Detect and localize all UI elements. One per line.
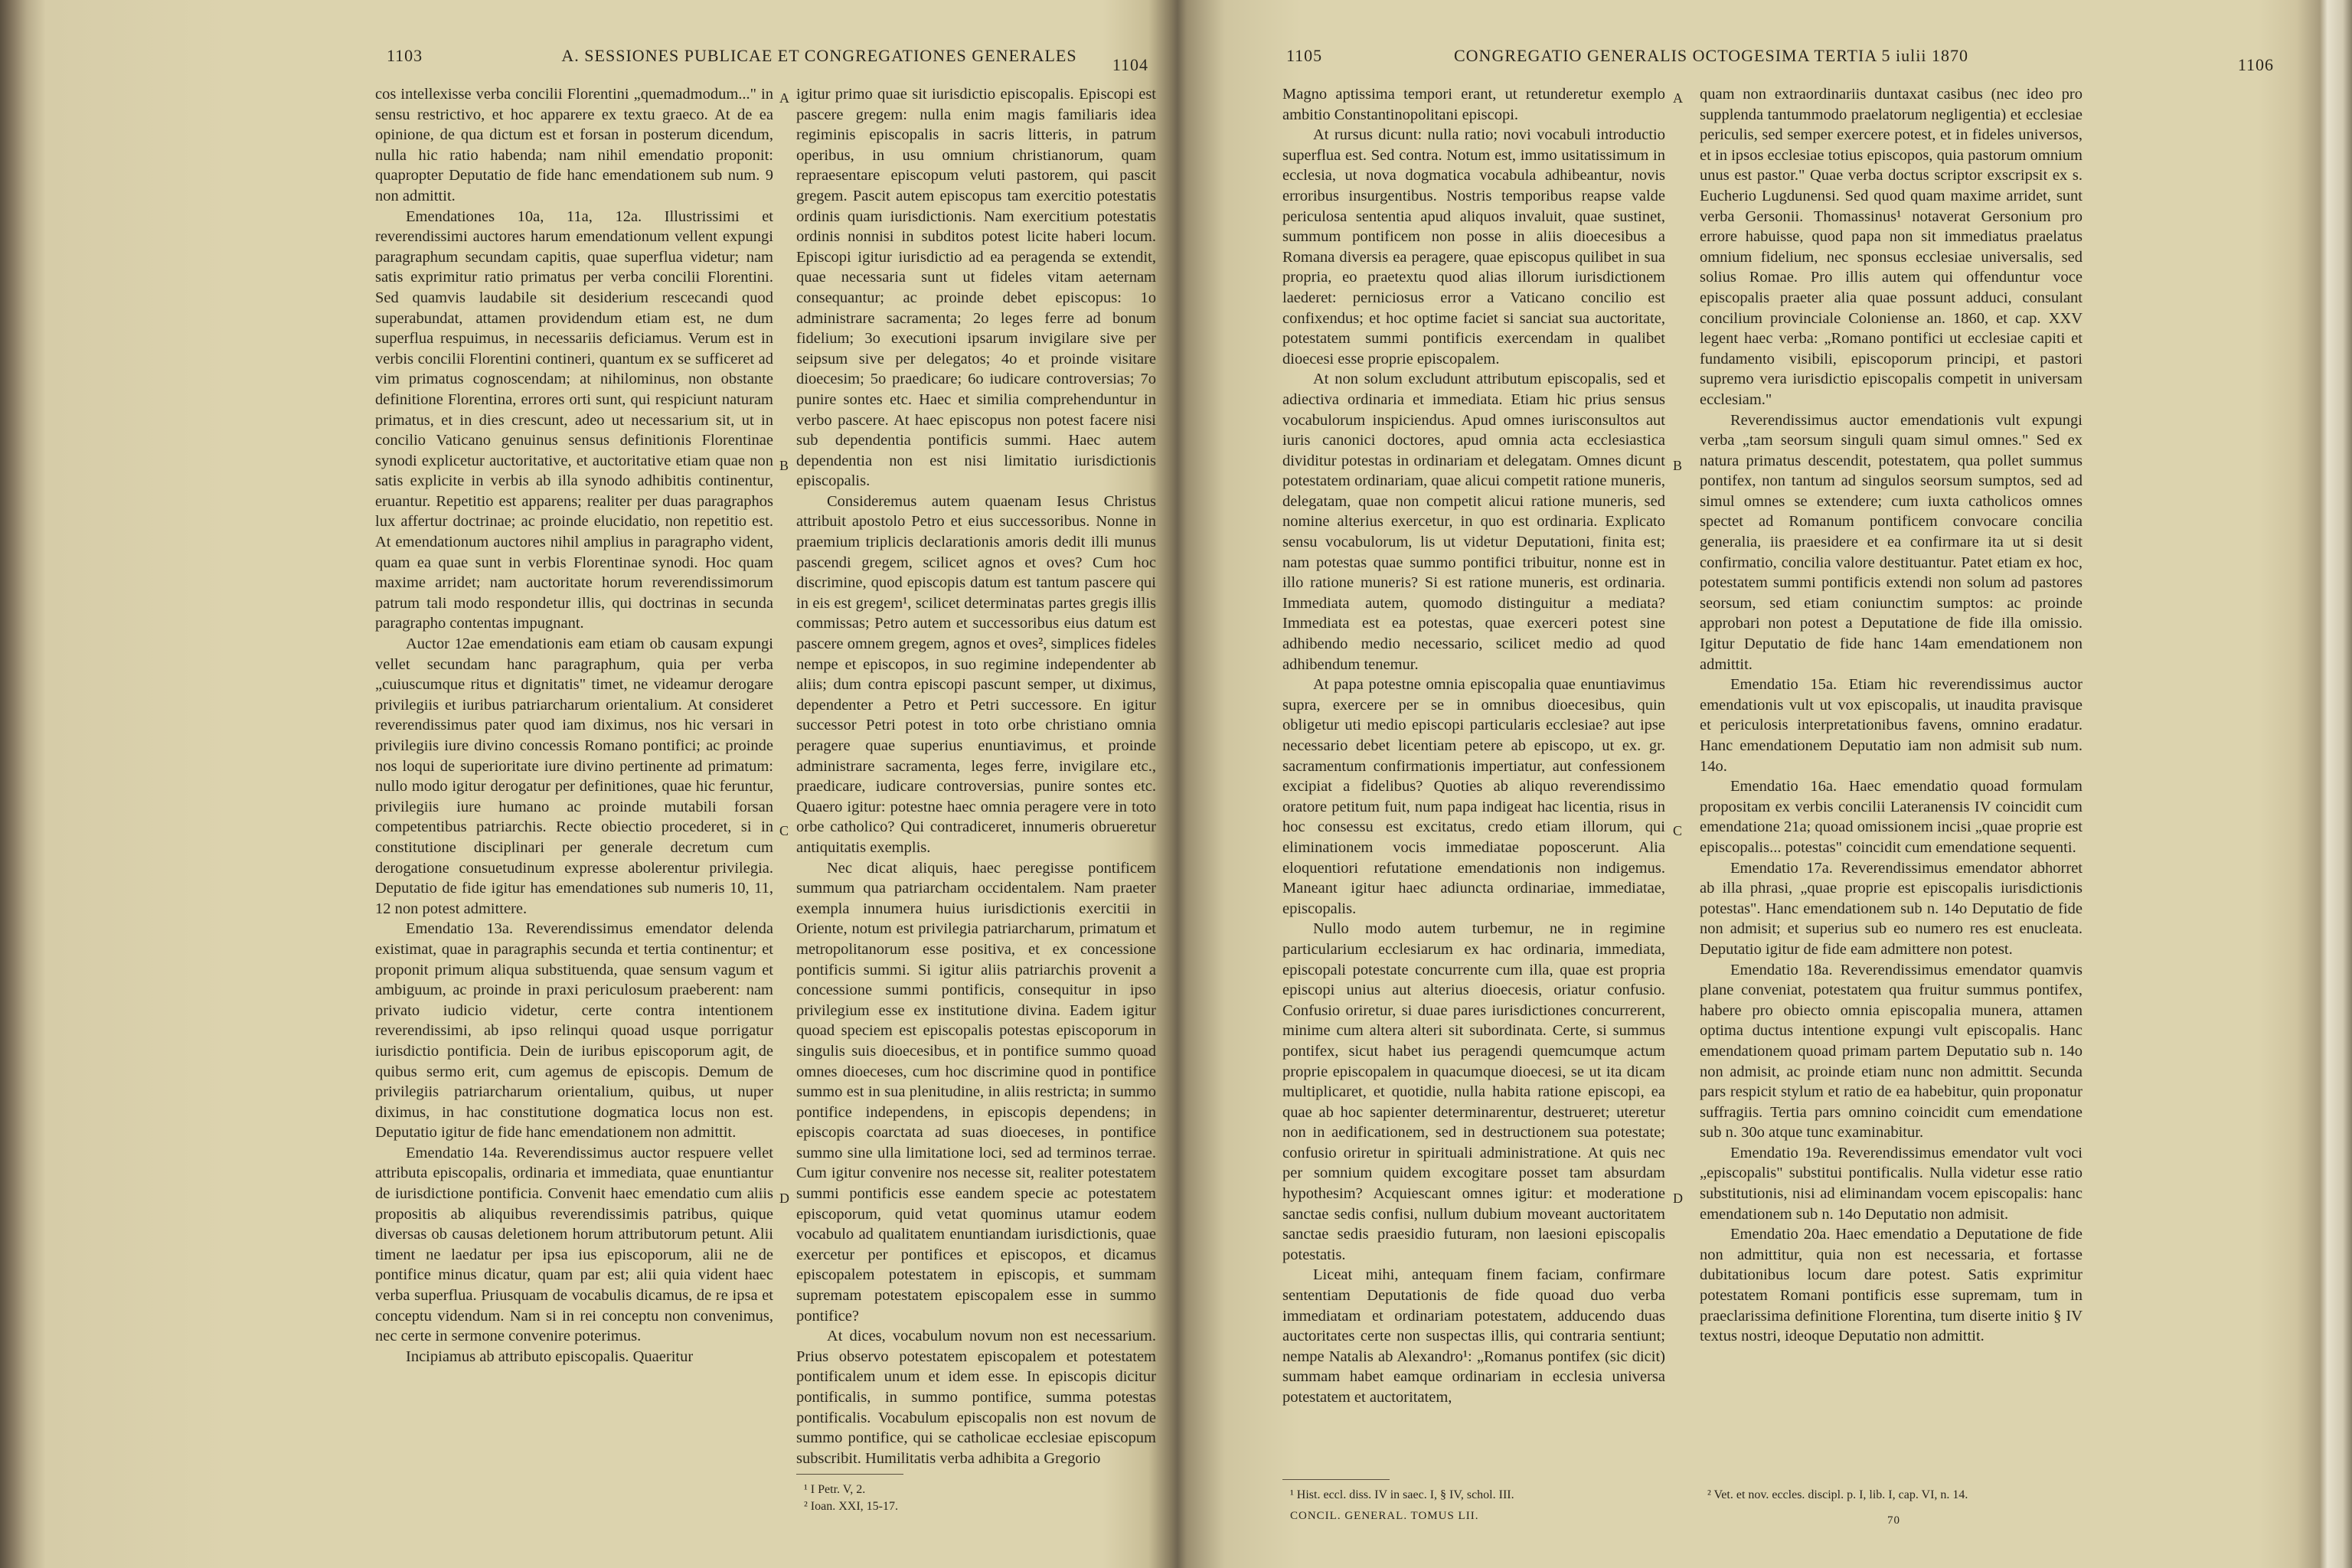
- right-running-title: CONGREGATIO GENERALIS OCTOGESIMA TERTIA 5 iulii 1870: [1454, 46, 1968, 65]
- right-footnote-a: ¹ Hist. eccl. diss. IV in saec. I, § IV, schol. III.: [1290, 1488, 1514, 1501]
- paragraph: igitur primo quae sit iurisdictio episcopalis. Episcopi est pascere gregem: nulla enim magis familiaris idea regiminis episcopalis in sacris litteris, in patrum operibus, in usu omnium christianorum, quam repraesentare episcopum veluti pastorem, qui pascit gregem. Pascit autem episcopus tam exercitio potestatis ordinis quam iurisdictionis. Nam exercitium potestatis ordinis nonnisi in subditos potest licite haberi locum. Episcopi igitur iurisdictio ad ea peragenda se extendit, quae necessaria sunt ut fideles vitam aeternam consequantur; ac proinde debet episcopus: 1o administrare sacramenta; 2o leges ferre ad bonum fidelium; 3o executioni ipsarum invigilare sive per seipsum sive per delegatos; 4o et proinde visitare dioecesim; 5o praedicare; 6o iudicare controversias; 7o punire sontes etc. Haec et similia comprehenduntur in verbo pascere. At haec episcopus non potest facere nisi sub dependentia pontificis summi. Haec autem dependentia non est nisi limitatio iurisdictionis episcopalis.: [796, 86, 1156, 490]
- right-header: [1206, 46, 2320, 77]
- signature-mark: CONCIL. GENERAL. TOMUS LII.: [1290, 1510, 1479, 1522]
- paragraph: Emendatio 13a. Reverendissimus emendator delenda existimat, quae in paragraphis secunda et tertia continentur; et proponit primum aliqua substituenda, quae sensum vagum et ambiguum, ac proinde in praxi periculosum praeberent: nam privato iudicio videtur, certe contra intentionem reverendissimi, ab ipso relinqui quoad usque porrigatur iurisdictio pontificia. Dein de iuribus episcoporum agit, de quibus sermo erit, cum agemus de episcopis. Demum de privilegiis patriarcharum orientalium, quibus, ut nuper diximus, in hac constitutione dogmatica locus non est. Deputatio igitur de fide hanc emendationem non admittit.: [375, 920, 773, 1142]
- right-column-a: [1282, 84, 1665, 1408]
- signature-number: 70: [1887, 1514, 1900, 1527]
- page-number-1105: 1105: [1286, 46, 1323, 65]
- paragraph: Emendatio 18a. Reverendissimus emendator quamvis plane conveniat, potestatem qua fruitur summus pontifex, habere pro obiecto omnia episcopalia munera, attamen optima ductus intentione expungi vult episcopalis. Hanc emendationem quoad primam partem Deputatio sub n. 14o non admisit, ac proinde etiam nunc non admittit. Secunda pars respicit stylum et ratio de ea habebitur, quin proponatur suffragiis. Tertia pars omnino coincidit cum emendatione sub n. 30o atque tunc examinabitur.: [1700, 961, 2082, 1142]
- paragraph: At rursus dicunt: nulla ratio; novi vocabuli introductio superflua est. Sed contra. Notum est, immo usitatissimum in ecclesia, ut nova dogmatica vocabula adhibeantur, novis erroribus insurgentibus. Nostris temporibus reapse valde periculosa sententia apud aliquos invaluit, quae sustinet, summum pontificem non posse in aliis dioecesibus a Romana diversis ea peragere, quae episcopus quilibet in sua propria, eo praetextu quod alias illorum iurisdictionem laederet: perniciosus error a Vaticano concilio est confixendus; et hoc optime faciet si sanciat sua auctoritate, potestatem summi pontificis exercendam in qualibet dioecesi esse proprie episcopalem.: [1282, 126, 1665, 368]
- paragraph: Incipiamus ab attributo episcopalis. Quaeritur: [406, 1348, 694, 1365]
- margin-letter-b: B: [1673, 458, 1683, 473]
- margin-letter-d: D: [1673, 1191, 1683, 1206]
- left-footnotes: [804, 1481, 898, 1515]
- footnote: ² Ioan. XXI, 15-17.: [804, 1500, 898, 1513]
- margin-letter-a: A: [1673, 90, 1683, 106]
- left-page: [31, 0, 1164, 1568]
- paragraph: Nullo modo autem turbemur, ne in regimine particularium ecclesiarum ex hac ordinaria, immediata, episcopali potestate concurrente cum illa, quae est propria episcopi unius aut alterius dioecesis, oriatur confusio. Confusio oriretur, si duae pares iurisdictiones concurrerent, minime cum altera alteri sit subordinata. Certe, si summus pontifex, sicut habet ius peragendi quemcumque actum proprie episcopalem in quacumque dioecesi, se ut ita dicam multiplicaret, et quotidie, nulla habita ratione episcopi, ea quae ab hoc sapienter determinarentur, destrueret; uteretur non in aedificationem, sed in destructionem sua potestate; confusio oriretur in spirituali administratione. At quis nec per somnium quidem excogitare posset tam absurdam hypothesim? Acquiescant omnes igitur: et moderatione sanctae sedis confisi, nullum dubium moveant auctoritatem sanctae sedis praesidio futuram, non laesioni episcopalis potestatis.: [1282, 920, 1665, 1263]
- paragraph: quam non extraordinariis duntaxat casibus (nec ideo pro supplenda tantummodo praelatorum negligentia) et ecclesiae periculis, sed semper exercere potest, et in fideles universos, et in ipsos ecclesiae totius episcopos, quia pastorum omnium unus est pastor." Quae verba doctus scriptor exscripsit ex s. Eucherio Lugdunensi. Sed quod quam maxime arridet, sunt verba Gersonii. Thomassinus¹ notaverat Gersonium pro errore habuisse, quod papa non sit immediatus praelatus omnium fidelium, nec sponsus ecclesiae universalis, sed solius Romae. Pro illis autem qui offenduntur voce episcopalis praeter alia quae possunt adduci, consulant concilium provinciale Coloniense an. 1860, et cap. XXV legent haec verba: „Romano pontifici ut ecclesiae capiti et fundamento visibili, episcoporum principi, et pastori supremo vera iurisdictio episcopalis competit in universam ecclesiam.": [1700, 86, 2082, 408]
- margin-letter-b: B: [779, 458, 789, 473]
- paragraph: At non solum excludunt attributum episcopalis, sed et adiectiva ordinaria et immediata. Etiam hic prius sensus vocabulorum inspiciendus. Apud omnes iurisconsultos aut iuris canonici doctores, apud omnia acta ecclesiastica dividitur potestas in ordinariam et delegatam. Omnes dicunt potestatem ordinariam, quae alicui competit ratione muneris, delegatam, quae non competit alicui ratione muneris, sed nomine alterius exercetur, in quo est ordinaria. Explicato sensu vocabulorum, lis ut videtur Deputationi, finita est; nam potestas quae summo pontifici tribuitur, nonne est in illo ratione muneris? Si est ratione muneris, est ordinaria. Immediata autem, quomodo distinguitur a mediata? Immediata est ea potestas, quae exerceri potest sine adhibendo medio necessario, scilicet medio ad quod adhibendum tenemur.: [1282, 371, 1665, 673]
- paragraph: Emendationes 10a, 11a, 12a. Illustrissimi et reverendissimi auctores harum emendationum vellent expungi paragraphum secundam capitis, quae superflua videtur; nam satis exprimitur ratio primatus per verba concilii Florentini. Sed quamvis laudabile sit desiderium rescecandi quod superabundat, attamen providendum etiam est, ne dum superflua respuimus, in necessariis deficiamus. Verum est in verbis concilii Florentini contineri, quantum ex se sufficeret ad vim primatus cognoscendam; at nihilominus, non obstante definitione Florentina, errores orti sunt, qui respiciunt naturam primatus, et in dies crescunt, adeo ut necessarium sit, ut in concilio Vaticano genuinus sensus definitionis Florentinae synodi explicetur auctoritative, et auctoritative etiam quae non satis explicite in verbis ab illa synodo adhibitis continentur, eruantur. Repetitio est apparens; realiter per duas paragraphos lux affertur doctrinae; ac proinde elucidatio, non repetitio est. At emendationum auctores nihil amplius in paragrapho vident, quam ea quae sunt in verbis Florentinae synodi. Hoc quam maxime arridet; nam auctoritate horum reverendissimorum patrum tali modo respondetur illis, qui doctrinas in secunda paragrapho contentas impugnant.: [375, 207, 773, 632]
- page-number-1106: 1106: [2237, 55, 2274, 74]
- left-running-title: A. SESSIONES PUBLICAE ET CONGREGATIONES GENERALES: [561, 46, 1077, 65]
- page-number-1104: 1104: [1112, 55, 1148, 74]
- paragraph: At dices, vocabulum novum non est necessarium. Prius observo potestatem episcopalem et potestatem pontificalem unum et idem esse. In episcopis dicitur pontificalis, in summo pontifice, summa potestas pontificalis. Vocabulum episcopalis non est novum de summo pontifice, qui se catholicae ecclesiae episcopum subscribit. Humilitatis verba adhibita a Gregorio: [796, 1328, 1156, 1467]
- margin-letter-a: A: [779, 90, 789, 106]
- paragraph: Emendatio 19a. Reverendissimus emendator vult voci „episcopalis" substitui pontificalis. Nulla videtur esse ratio substitutionis, nisi ad eliminandam vocem episcopalis: hanc emendationem sub n. 14o Deputatio non admisit.: [1700, 1144, 2082, 1223]
- paragraph: Emendatio 15a. Etiam hic reverendissimus auctor emendationis vult ut vox episcopalis, ut inaudita pravisque et periculosis interpretationibus favens, omnino eradatur. Hanc emendationem Deputatio iam non admisit sub num. 14o.: [1700, 676, 2082, 775]
- left-column-b: [796, 84, 1156, 1468]
- paragraph: Reverendissimus auctor emendationis vult expungi verba „tam seorsum singuli quam simul omnes." Sed ex natura primatus descendit, potestatem, qua pollet summus pontifex, non tantum ad singulos seorsum sumptos, sed ad simul omnes se extendere; cum iuxta catholicos omnes spectet ad Romanum pontificem convocare concilia generalia, iis praesidere et ea confirmare ita ut si desit confirmatio, concilia valore destituantur. Patet etiam ex hoc, potestatem summi pontificis extendi non solum ad pastores seorsum, sed etiam coniunctim sumptos: ac proinde approbari non potest a Deputatione de fide illa omissio. Igitur Deputatio de fide hanc 14am emendationem non admittit.: [1700, 411, 2082, 673]
- paragraph: At papa potestne omnia episcopalia quae enuntiavimus supra, exercere per se in omnibus dioecesibus, quin obligetur uti medio episcopi particularis ecclesiae? aut ipse necessario debet licentiam petere ab episcopo, ut ex. gr. sacramentum confirmationis impertiatur, aut confessionem excipiat a fidelibus? Quoties ab aliquo reverendissimo oratore petitum fuit, num papa indigeat hac licentia, risus in hoc consessu est excitatus, credo etiam illorum, qui eliminationem vocis immediatae poposcerunt. Alia eloquentiori refutatione emendationis non indigemus. Maneant igitur haec adiuncta ordinariae, immediatae, episcopalis.: [1282, 676, 1665, 917]
- paragraph: Nec dicat aliquis, haec peregisse pontificem summum qua patriarcham occidentalem. Nam praeter exempla innumera huius iurisdictionis exercitii in Oriente, notum est privilegia patriarcharum, primatum et metropolitanorum esse positiva, et ex concessione pontificis summi. Si igitur aliis patriarchis provenit a concessione summi pontificis, consequitur in ipso privilegium esse ex institutione divina. Eadem igitur quoad speciem est episcopalis potestas episcoporum in singulis suis dioecesibus, et in pontifice summo quoad omnes dioeceses, cum hoc discrimine quod in pontifice summo est in sua plenitudine, in aliis restricta; in summo pontifice independens, in episcopis dependens; in episcopis coarctata ad suas dioeceses, in pontifice summo sine ulla limitatione loci, sed ad terminos terrae. Cum igitur convenire nos necesse sit, realiter potestatem summi pontificis esse eandem specie ac potestatem episcoporum, quid vetat quominus utamur eodem vocabulo ad qualitatem enuntiandam iurisdictionis, quae exercetur per pontifices et episcopos, et dicamus episcopalem potestatem in episcopis, et summam supremam potestatem episcopalem esse in summo pontifice?: [796, 859, 1156, 1325]
- footnote-rule: [796, 1474, 903, 1475]
- margin-letter-d: D: [779, 1191, 789, 1206]
- paragraph: Emendatio 16a. Haec emendatio quoad formulam propositam ex verbis concilii Lateranensis IV coincidit cum emendatione 21a; quoad omissionem incisi „quae proprie est episcopalis... potestas" coincidit cum emendatione sequenti.: [1700, 778, 2082, 856]
- margin-letter-c: C: [1673, 823, 1683, 838]
- left-header: [31, 46, 1164, 77]
- paragraph: Liceat mihi, antequam finem faciam, confirmare sententiam Deputationis de fide quoad duo verba immediatam et ordinariam potestatem, adducendo duas auctoritates certe non suspectas illis, qui contraria sentiunt; nempe Natalis ab Alexandro¹: „Romanus pontifex (sic dicit) summam habet eamque ordinariam in ecclesia universa potestatem et auctoritatem,: [1282, 1266, 1665, 1406]
- paragraph: Auctor 12ae emendationis eam etiam ob causam expungi vellet secundam hanc paragraphum, quia per verba „cuiuscumque ritus et dignitatis" timet, ne videamur derogare privilegiis et iuribus patriarcharum orientalium. At consideret reverendissimus pater quod iam diximus, nos hic versari in privilegiis iure divino concessis Romano pontifici; ac proinde nos loqui de superioritate iure divino pertinente ad primatum: nullo modo igitur derogatur per definitiones, quae hic feruntur, privilegiis iure humano ac proinde mutabili forsan competentibus patriarchis. Recte obiectio procederet, si in constitutione disciplinari per generale decretum cum derogatione consuetudinum expresse abolerentur privilegia. Deputatio de fide igitur has emendationes sub numeris 10, 11, 12 non potest admittere.: [375, 635, 773, 917]
- footnote: ¹ I Petr. V, 2.: [804, 1483, 866, 1496]
- paragraph: Consideremus autem quaenam Iesus Christus attribuit apostolo Petro et eius successoribus. Nonne in praemium triplicis declarationis amoris dedit illi munus pascendi gregem, scilicet agnos et oves? Cum hoc discrimine, quod episcopis datum est tantum pascere qui in eis est gregem¹, scilicet determinatas partes gregis illis commissas; Petro autem et successoribus eius datum est pascere omnem gregem, agnos et oves², simplices fideles nempe et episcopos, in suo regimine independenter ab aliis; dum contra episcopi pascunt semper, ut diximus, dependenter a Petro et Petri successore. En igitur successor Petri potest in toto orbe christiano omnia peragere quae superius enuntiavimus, et proinde administrare sacramenta, leges ferre, invigilare etc., praedicare, iudicare controversias, punire sontes etc. Quaero igitur: potestne haec omnia peragere vere in toto orbe catholico? Qui contradiceret, innumeris obrueretur antiquitatis exemplis.: [796, 492, 1156, 856]
- paragraph: Magno aptissima tempori erant, ut retunderetur exemplo ambitio Constantinopolitani episcopi.: [1282, 86, 1665, 123]
- paragraph: Emendatio 14a. Reverendissimus auctor respuere vellet attributa episcopalis, ordinaria et immediata, quae enuntiantur de iurisdictione pontificia. Convenit haec emendatio cum aliis propositis ab aliquibus reverendissimis patribus, quique diversas ob causas deletionem horum attributorum petunt. Alii timent ne laedatur per ipsa ius episcoporum, alii ne de pontifice minus dicatur, quam par est; alii quia vident haec verba superflua. Priusquam de vocabulis dicamus, de re ipsa et conceptu videndum. Nam si in rei conceptu non convenimus, nec certe in sermone convenire poterimus.: [375, 1144, 773, 1345]
- right-column-b: [1700, 84, 2082, 1347]
- right-footnote-b: ² Vet. et nov. eccles. discipl. p. I, lib. I, cap. VI, n. 14.: [1707, 1488, 1968, 1501]
- paragraph: cos intellexisse verba concilii Florentini „quemadmodum..." in sensu restrictivo, et hoc apparere ex textu graeco. At de ea opinione, de qua dictum est et forsan in posterum dicendum, nulla hic ratio habenda; nam nihil emendatio proponit: quapropter Deputatio de fide hanc emendationem sub num. 9 non admittit.: [375, 86, 773, 204]
- right-page: [1206, 0, 2320, 1568]
- paragraph: Emendatio 20a. Haec emendatio a Deputatione de fide non admittitur, quia non est necessaria, et fortasse dubitationibus locum dare potest. Satis exprimitur potestatem Romani pontificis esse supremam, tum in praeclarissima definitione Florentina, tum diserte initio § IV textus nostri, ideoque Deputatio non admittit.: [1700, 1226, 2082, 1345]
- left-column-a: [375, 84, 773, 1367]
- page-number-1103: 1103: [387, 46, 423, 65]
- footnote-rule: [1282, 1479, 1390, 1480]
- paragraph: Emendatio 17a. Reverendissimus emendator abhorret ab illa phrasi, „quae proprie est episcopalis iurisdictionis potestas". Hanc emendationem sub n. 14o Deputatio de fide non admisit; et superius sub eo numero res est enucleata. Deputatio igitur de fide eam admittere non potest.: [1700, 859, 2082, 958]
- margin-letter-c: C: [779, 823, 789, 838]
